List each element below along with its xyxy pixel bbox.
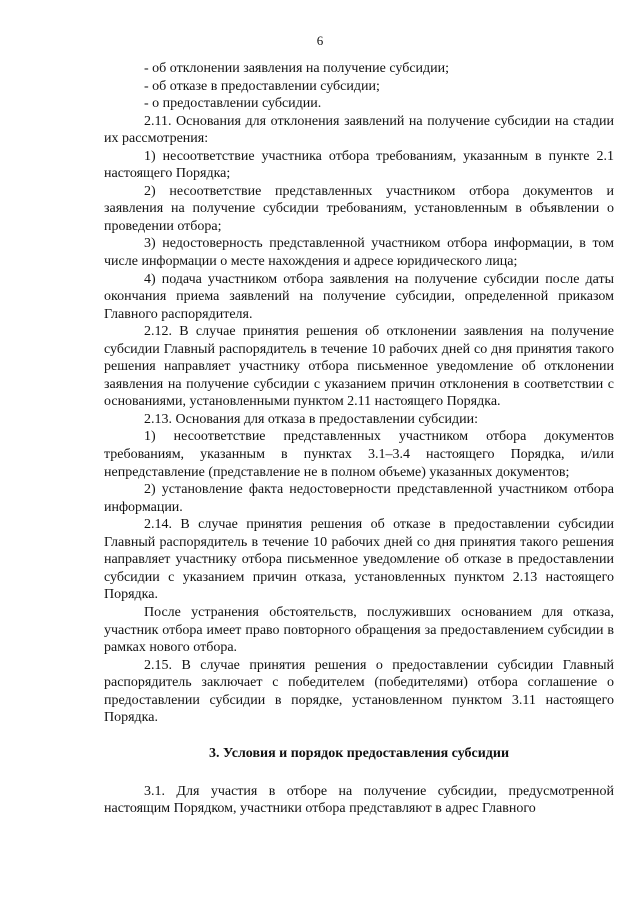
paragraph-after-refusal: После устранения обстоятельств, послуживших основанием для отказа, участник отбора имеет право повторного обращения за предоставлением субсидии в рамках нового отбора. bbox=[104, 604, 614, 656]
paragraph-2-11-item-4: 4) подача участником отбора заявления на получение субсидии после даты окончания приема заявлений на получение субсидии, определенной приказом Главного распорядителя. bbox=[104, 271, 614, 322]
paragraph-2-12: 2.12. В случае принятия решения об отклонении заявления на получение субсидии Главный распорядитель в течение 10 рабочих дней со дня принятия такого решения направляет участнику отбора письменное уведомление об отклонении заявления на получение субсидии с указанием причин отклонения в соответствии с основаниями, установленными пунктом 2.11 настоящего Порядка. bbox=[104, 324, 614, 410]
paragraph-2-13-item-2: 2) установление факта недостоверности представленной участником отбора информации. bbox=[104, 482, 614, 515]
paragraph-2-13: 2.13. Основания для отказа в предоставлении субсидии: bbox=[144, 411, 479, 427]
paragraph-2-14: 2.14. В случае принятия решения об отказе в предоставлении субсидии Главный распорядитель в течение 10 рабочих дней со дня принятия такого решения направляет участнику отбора письменное уведомление об отказе в предоставлении субсидии с указанием причин отказа, установленных пунктом 2.13 настоящего Порядка. bbox=[104, 517, 614, 603]
paragraph-2-15: 2.15. В случае принятия решения о предоставлении субсидии Главный распорядитель заключает с победителем (победителями) отбора соглашение о предоставлении субсидии в порядке, установленном пунктом 3.11 настоящего Порядка. bbox=[104, 657, 614, 726]
paragraph-2-11-item-3: 3) недостоверность представленной участником отбора информации, в том числе информации о месте нахождения и адресе юридического лица; bbox=[104, 236, 614, 270]
paragraph-2-11: 2.11. Основания для отклонения заявлений на получение субсидии на стадии их рассмотрения: bbox=[104, 113, 614, 147]
paragraph-list-item: - о предоставлении субсидии. bbox=[144, 96, 322, 112]
paragraph-list-item: - об отказе в предоставлении субсидии; bbox=[144, 78, 380, 94]
paragraph-3-1: 3.1. Для участия в отборе на получение субсидии, предусмотренной настоящим Порядком, участники отбора представляют в адрес Главного bbox=[104, 783, 614, 817]
paragraph-2-13-item-1: 1) несоответствие представленных участником отбора документов требованиям, указанным в пунктах 3.1–3.4 настоящего Порядка, и/или непредставление (представление не в полном объеме) указанных документов; bbox=[104, 429, 614, 480]
paragraph-2-11-item-2: 2) несоответствие представленных участником отбора документов и заявления на получение субсидии требованиям, установленным в объявлении о проведении отбора; bbox=[104, 183, 614, 234]
paragraph-2-11-item-1: 1) несоответствие участника отбора требованиям, указанным в пункте 2.1 настоящего Порядка; bbox=[104, 148, 614, 182]
paragraph-list-item: - об отклонении заявления на получение субсидии; bbox=[144, 61, 450, 76]
document-body bbox=[104, 60, 614, 818]
page-number: 6 bbox=[316, 33, 324, 48]
section-heading: 3. Условия и порядок предоставления субсидии bbox=[208, 745, 510, 761]
